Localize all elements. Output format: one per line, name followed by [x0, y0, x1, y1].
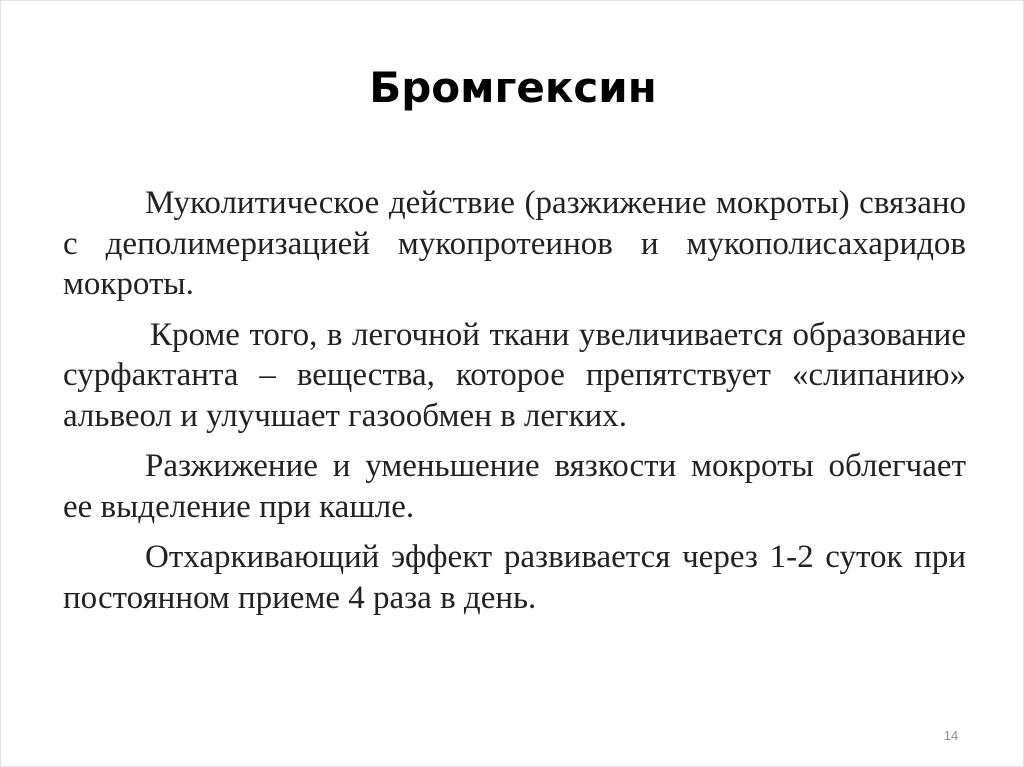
- paragraph-expectorant-effect: Отхаркивающий эффект развивается через 1-2 суток при постоянном приеме 4 раза в день.: [63, 539, 966, 616]
- page-number: 14: [943, 728, 959, 743]
- paragraph-viscosity: Разжижение и уменьшение вязкости мокроты облегчает ее выделение при кашле.: [63, 448, 966, 525]
- paragraph-mucolytic-action: Муколитическое действие (разжижение мокроты) связано с деполимеризацией мукопротеинов и мукополисахаридов мокроты.: [63, 185, 966, 302]
- slide-title: Бромгексин: [369, 63, 657, 112]
- slide-body: [63, 183, 966, 628]
- paragraph-surfactant: Кроме того, в легочной ткани увеличивается образование сурфактанта – вещества, которое препятствует «слипанию» альвеол и улучшает газообмен в легких.: [63, 316, 966, 434]
